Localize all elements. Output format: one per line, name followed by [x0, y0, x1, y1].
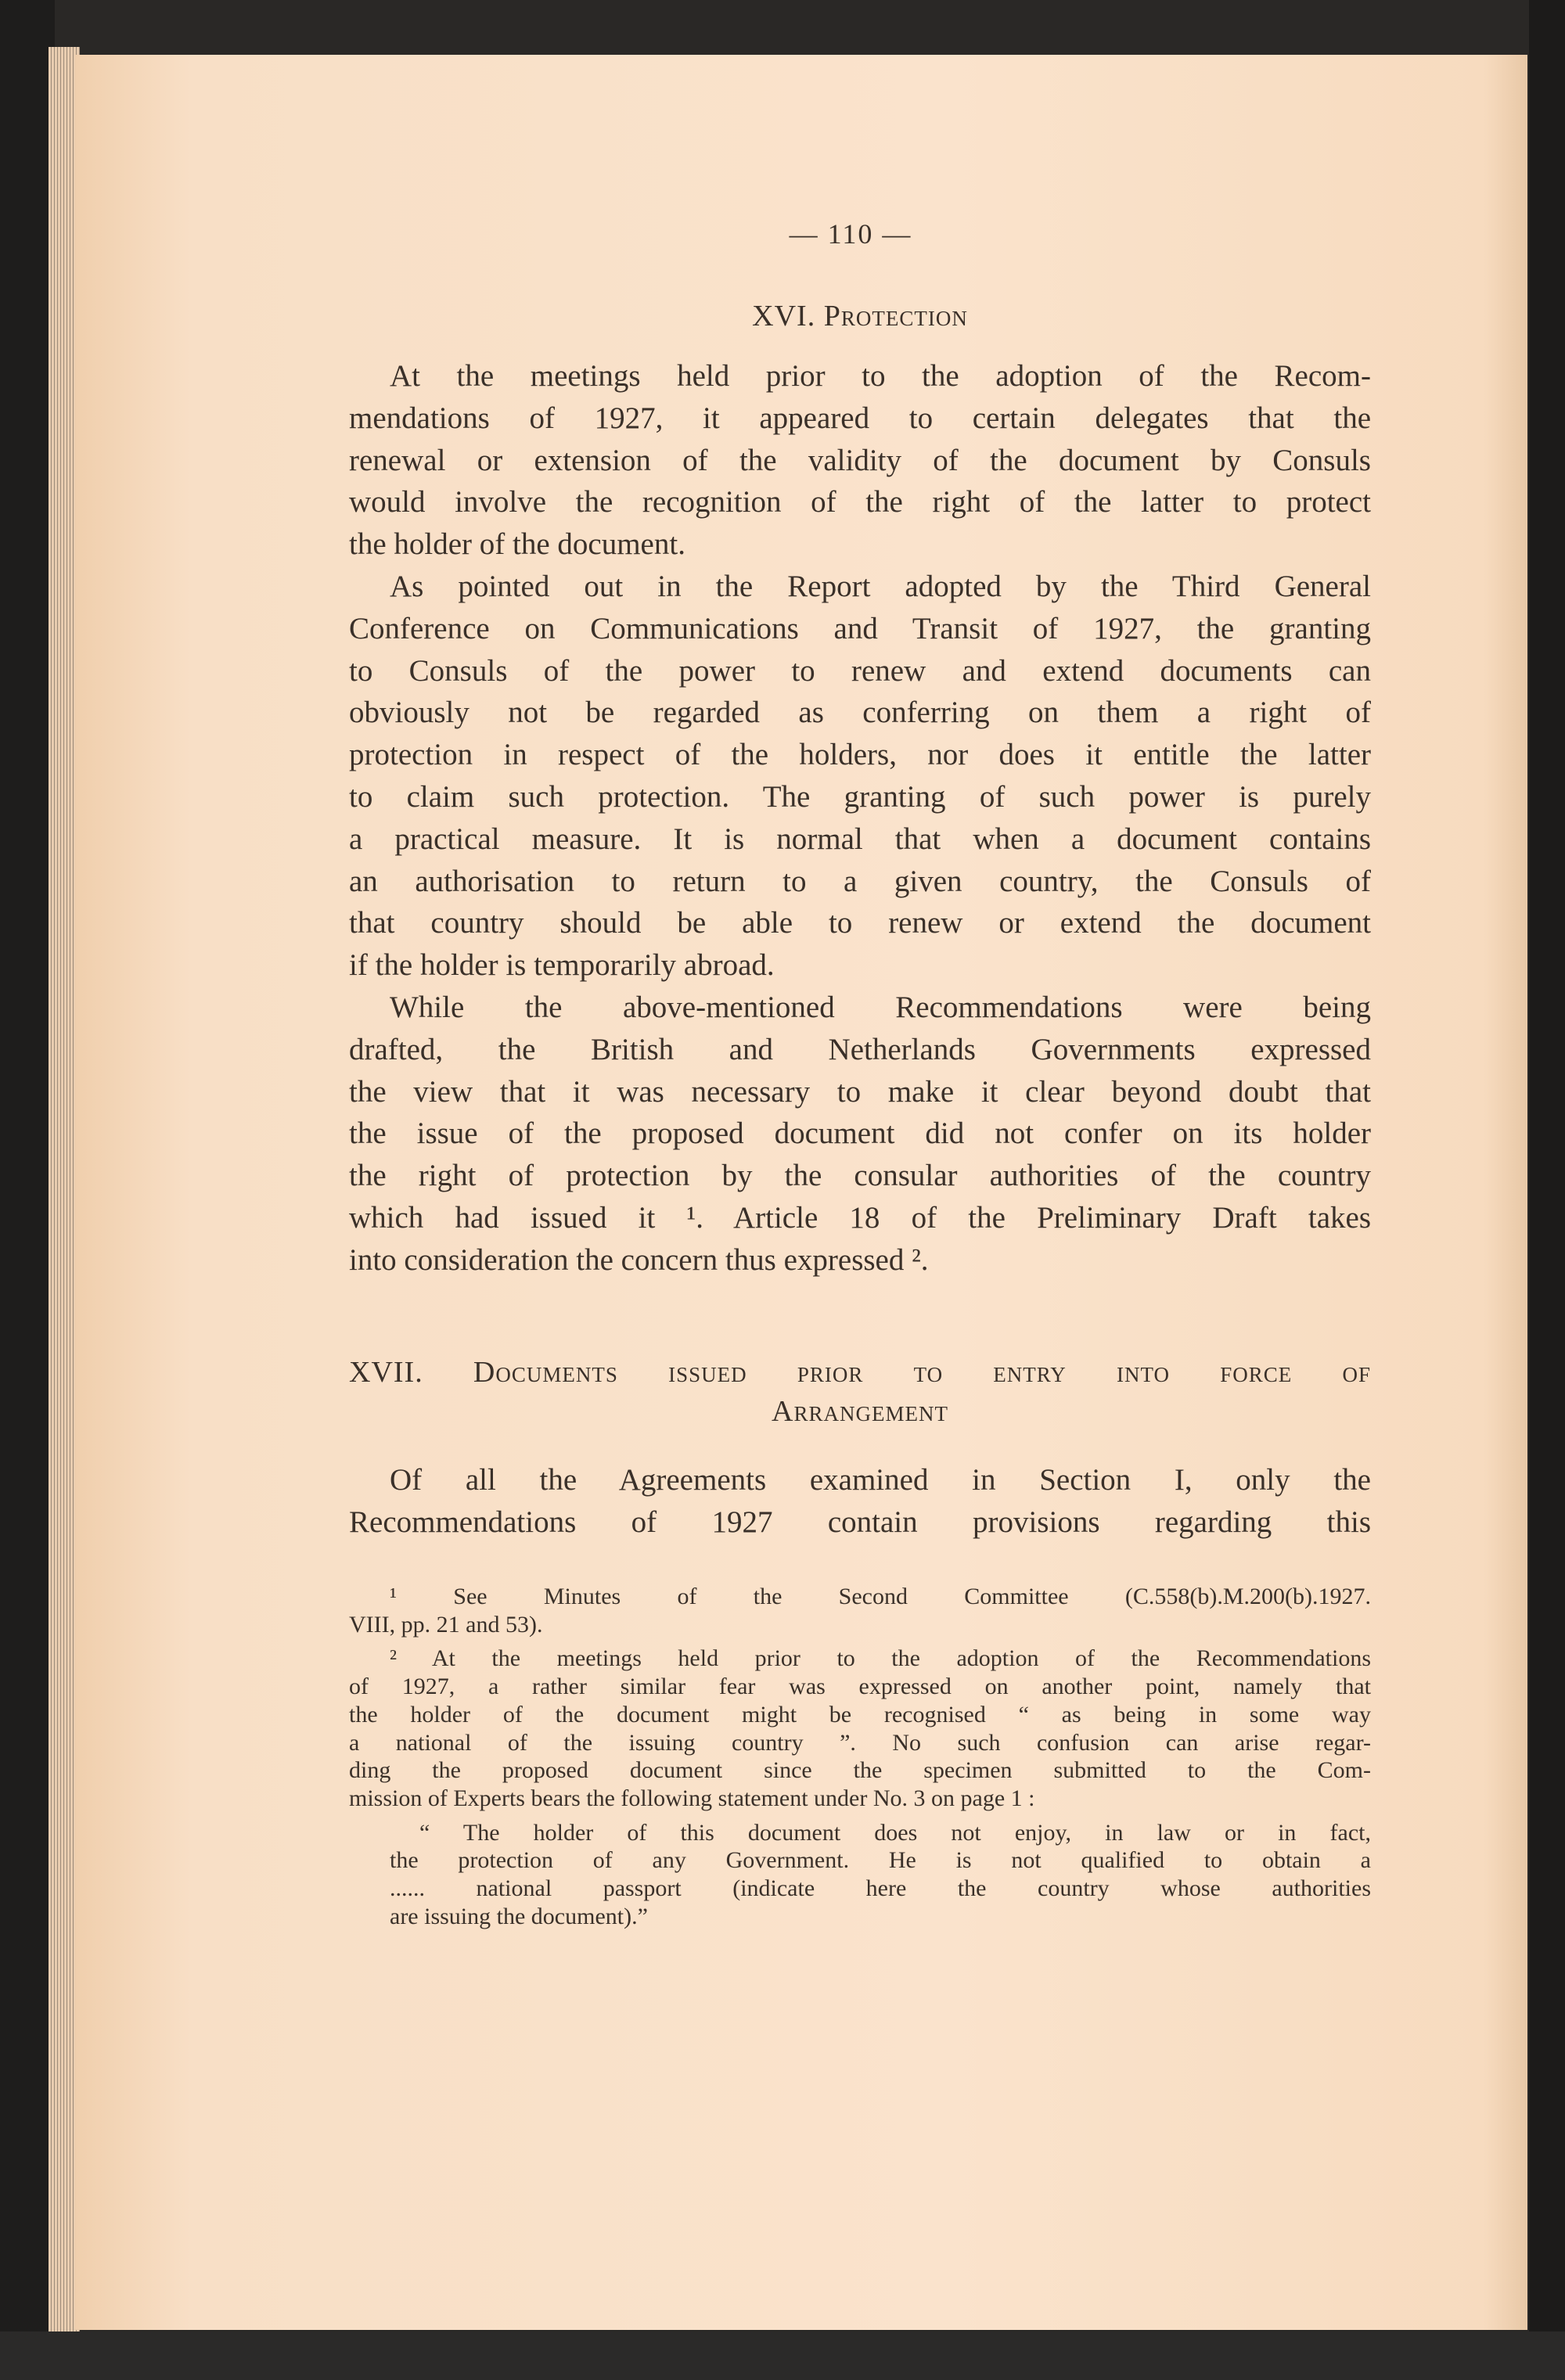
- footnote-2: [349, 1645, 1371, 1812]
- text-line: to claim such protection. The granting of such power is purely: [349, 779, 1371, 814]
- text-line: the holder of the document.: [349, 527, 685, 562]
- text-line: the right of protection by the consular authorities of the country: [349, 1159, 1371, 1193]
- footnote-1: [349, 1583, 1371, 1638]
- section-xvi-body: [349, 355, 1371, 1282]
- text-line: VIII, pp. 21 and 53).: [349, 1611, 543, 1638]
- text-line: of 1927, a rather similar fear was expressed on another point, namely that: [349, 1674, 1371, 1700]
- text-line: Recommendations of 1927 contain provisions regarding this: [349, 1505, 1371, 1539]
- paragraph: [349, 987, 1371, 1282]
- text-line: renewal or extension of the validity of the document by Consuls: [349, 443, 1371, 477]
- text-line: an authorisation to return to a given country, the Consuls of: [349, 864, 1371, 898]
- text-line: mendations of 1927, it appeared to certain delegates that the: [349, 401, 1371, 435]
- section-xvii-body: [349, 1459, 1371, 1544]
- text-line: drafted, the British and Netherlands Governments expressed: [349, 1032, 1371, 1066]
- text-line: to Consuls of the power to renew and extend documents can: [349, 653, 1371, 688]
- scan-background-left: [0, 0, 55, 2380]
- text-line: the holder of the document might be recognised “ as being in some way: [349, 1701, 1371, 1727]
- paragraph: [349, 566, 1371, 987]
- text-line: Conference on Communications and Transit of 1927, the granting: [349, 611, 1371, 645]
- section-heading-xvii-line2: Arrangement: [772, 1395, 948, 1428]
- text-line: the issue of the proposed document did not confer on its holder: [349, 1116, 1371, 1151]
- text-line: if the holder is temporarily abroad.: [349, 948, 775, 983]
- section-heading-xvii: XVII. Documents issued prior to entry into force of: [349, 1356, 1371, 1389]
- section-heading-xvi: XVI. Protection: [752, 300, 968, 333]
- footnotes: [349, 1583, 1371, 1930]
- text-line: obviously not be regarded as conferring on them a right of: [349, 696, 1371, 730]
- text-line: would involve the recognition of the right of the latter to protect: [349, 485, 1371, 520]
- text-line: ...... national passport (indicate here the country whose authorities: [390, 1875, 1371, 1902]
- text-line: that country should be able to renew or extend the document: [349, 906, 1371, 940]
- text-line: protection in respect of the holders, nor does it entitle the latter: [349, 738, 1371, 772]
- text-line: into consideration the concern thus expressed ².: [349, 1242, 929, 1277]
- text-line: ding the proposed document since the specimen submitted to the Com-: [349, 1757, 1371, 1784]
- scan-background-bottom: [0, 2331, 1565, 2380]
- text-line: ² At the meetings held prior to the adoption of the Recommendations: [390, 1645, 1371, 1672]
- text-line: While the above-mentioned Recommendations were being: [390, 990, 1371, 1024]
- page-number: — 110 —: [789, 218, 912, 250]
- text-line: mission of Experts bears the following statement under No. 3 on page 1 :: [349, 1785, 1035, 1811]
- footnote-quote: [349, 1819, 1371, 1931]
- text-line: the view that it was necessary to make it clear beyond doubt that: [349, 1074, 1371, 1109]
- text-line: a practical measure. It is normal that when a document contains: [349, 821, 1371, 856]
- text-line: “ The holder of this document does not enjoy, in law or in fact,: [419, 1819, 1371, 1846]
- text-line: are issuing the document).”: [390, 1903, 648, 1929]
- scan-background-right: [1529, 0, 1565, 2380]
- text-line: Of all the Agreements examined in Section I, only the: [390, 1463, 1371, 1497]
- text-line: As pointed out in the Report adopted by the Third General: [390, 569, 1371, 603]
- text-line: At the meetings held prior to the adoption of the Recom-: [390, 359, 1371, 393]
- text-line: ¹ See Minutes of the Second Committee (C.558(b).M.200(b).1927.: [390, 1584, 1371, 1609]
- text-line: a national of the issuing country ”. No such confusion can arise regar-: [349, 1729, 1371, 1756]
- text-line: which had issued it ¹. Article 18 of the Preliminary Draft takes: [349, 1200, 1371, 1235]
- text-line: the protection of any Government. He is not qualified to obtain a: [390, 1847, 1371, 1874]
- paragraph: [349, 355, 1371, 566]
